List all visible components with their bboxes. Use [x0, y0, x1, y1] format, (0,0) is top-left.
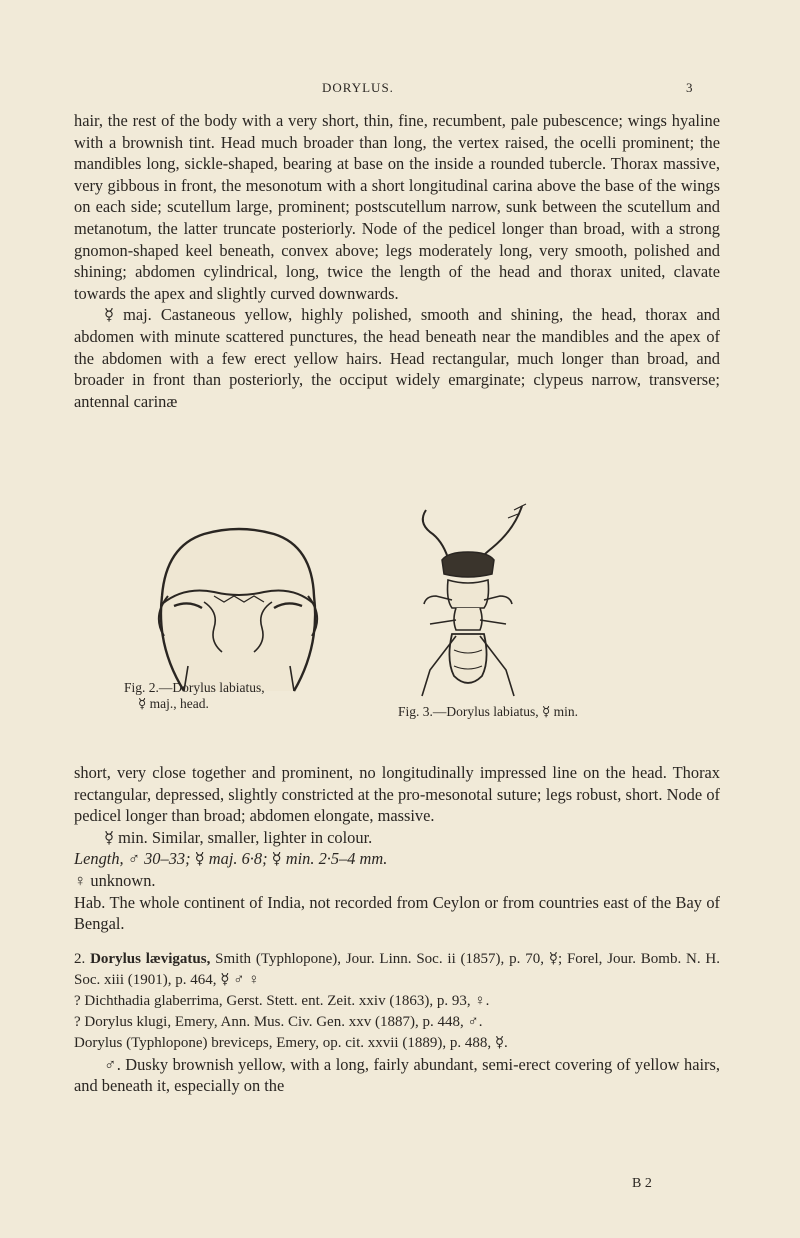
synonymy-line-2: ? Dichthadia glaberrima, Gerst. Stett. ent. Zeit. xxiv (1863), p. 93, ♀.: [74, 992, 490, 1009]
paragraph-antennal-carinae: short, very close together and prominent, no longitudinally impressed line on the head. Thorax rectangular, depressed, slightly constricted at the pro-mesonotal suture; legs robust, short. Node of pedicel longer than broad; abdomen elongate, massive.: [74, 763, 720, 826]
top-text-block: [74, 110, 720, 412]
paragraph-length: Length, ♂ 30–33; ☿ maj. 6·8; ☿ min. 2·5–4 mm.: [74, 849, 388, 869]
figure-3-worker-drawing: [396, 500, 540, 710]
paragraph-female-unknown: ♀ unknown.: [74, 870, 156, 890]
figure-2-head-drawing: [144, 516, 324, 706]
paragraph-male-description: hair, the rest of the body with a very short, thin, fine, recumbent, pale pubescence; wings hyaline with a brownish tint. Head much broader than long, the vertex raised, the ocelli prominent; the mandibles long, sickle-shaped, bearing at base on the inside a rounded tubercle. Thorax massive, very gibbous in front, the mesonotum with a short longitudinal carina above the base of the wings on each side; scutellum large, prominent; postscutellum narrow, sunk between the scutellum and metanotum, the latter truncate posteriorly. Node of the pedicel longer than broad, with a strong gnomon-shaped keel beneath, convex above; legs moderately long, very smooth, polished and shining; abdomen cylindrical, long, twice the length of the head and thorax united, clavate towards the apex and slightly curved downwards.: [74, 111, 720, 303]
figure-2-caption: [124, 680, 265, 712]
species-number: 2.: [74, 950, 86, 967]
bottom-text-block: [74, 762, 720, 1097]
page-header: [0, 80, 800, 102]
species-name: Dorylus lævigatus,: [90, 950, 211, 967]
spacer: [74, 935, 720, 949]
printer-signature: B 2: [632, 1176, 652, 1191]
synonymy-line-1: Smith (Typhlopone), Jour. Linn. Soc. ii (1857), p. 70, ☿; Forel, Jour. Bomb. N. H. Soc. xiii (1901), p. 464, ☿ ♂ ♀: [74, 950, 721, 988]
page-number: 3: [686, 80, 693, 95]
paragraph-worker-major: ☿ maj. Castaneous yellow, highly polished, smooth and shining, the head, thorax and abdomen with minute scattered punctures, the head beneath near the mandibles and the apex of the abdomen with a few erect yellow hairs. Head rectangular, much longer than broad, and broader in front than posteriorly, the occiput widely emarginate; clypeus narrow, transverse; antennal carinæ: [74, 305, 720, 411]
figures-area: [74, 500, 720, 762]
figure-3-caption: Fig. 3.—Dorylus labiatus, ☿ min.: [398, 704, 579, 719]
paragraph-habitat: Hab. The whole continent of India, not recorded from Ceylon or from countries east of the Bay of Bengal.: [74, 892, 720, 934]
synonymy-line-3: ? Dorylus klugi, Emery, Ann. Mus. Civ. Gen. xxv (1887), p. 448, ♂.: [74, 1013, 483, 1030]
figure-2-caption-line2: ☿ maj., head.: [138, 696, 209, 711]
paragraph-worker-minor: ☿ min. Similar, smaller, lighter in colour.: [104, 827, 373, 847]
running-title: DORYLUS.: [322, 80, 394, 95]
species-heading: [74, 949, 720, 991]
synonymy-line-4: Dorylus (Typhlopone) breviceps, Emery, op. cit. xxvii (1889), p. 488, ☿.: [74, 1034, 508, 1051]
figure-2-caption-line1: Fig. 2.—Dorylus labiatus,: [124, 680, 265, 695]
paragraph-male-lavigatus: ♂. Dusky brownish yellow, with a long, fairly abundant, semi-erect covering of yellow hairs, and beneath it, especially on the: [74, 1054, 720, 1096]
